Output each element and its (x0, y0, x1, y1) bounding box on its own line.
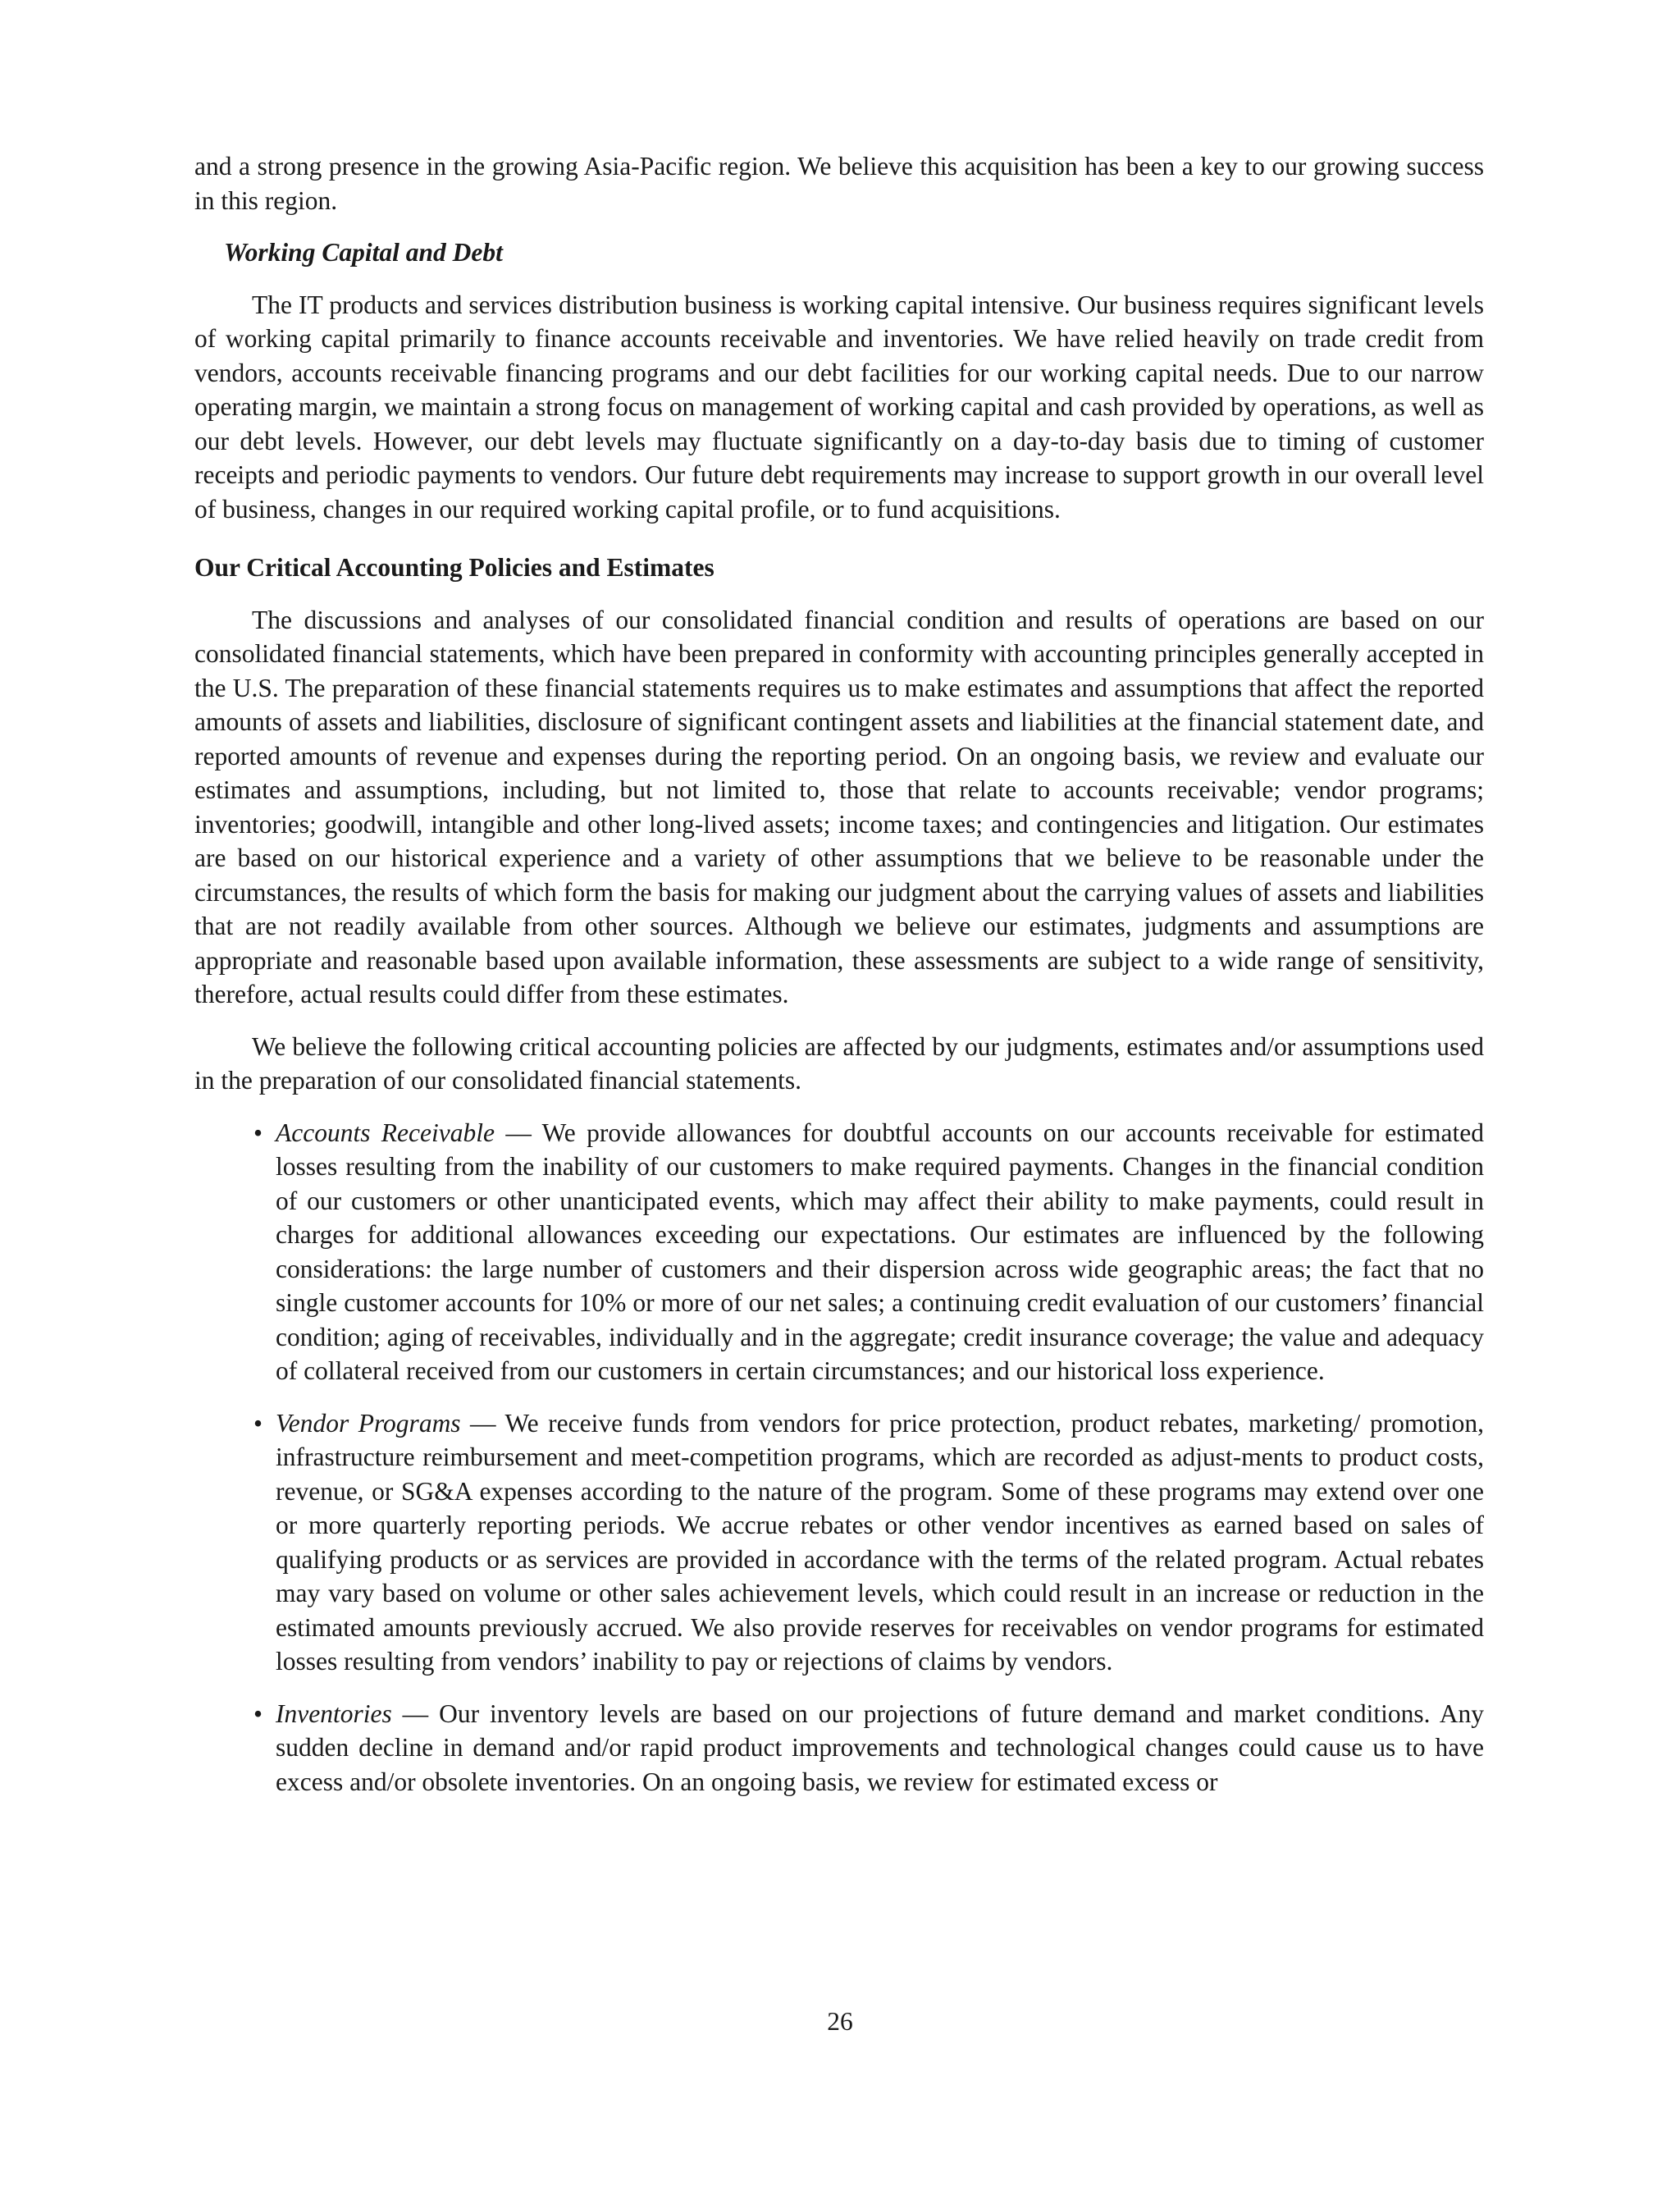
working-capital-heading: Working Capital and Debt (224, 238, 503, 267)
bullet-text: — We receive funds from vendors for price protection, product rebates, marketing/ promotion, infrastructure reimbursement and meet-competition programs, which are recorded as adjust-ments to product costs, revenue, or SG&A expenses according to the nature of the program. Some of these programs may extend over one or more quarterly reporting periods. We accrue rebates or other vendor incentives as earned based on sales of qualifying products or as services are provided in accordance with the terms of the related program. Actual rebates may vary based on volume or other sales achievement levels, which could result in an increase or reduction in the estimated amounts previously accrued. We also provide reserves for receivables on vendor programs for estimated losses resulting from vendors’ inability to pay or rejections of claims by vendors. (276, 1408, 1484, 1676)
bullet-term: Vendor Programs (276, 1408, 461, 1438)
list-item-vendor-programs (194, 1406, 1484, 1679)
critical-policies-heading: Our Critical Accounting Policies and Estimates (194, 553, 714, 582)
bullet-term: Inventories (276, 1699, 392, 1728)
bullet-icon: • (253, 1408, 263, 1438)
working-capital-paragraph: The IT products and services distribution business is working capital intensive. Our business requires significant levels of working capital primarily to finance accounts receivable and inventories. We have relied heavily on trade credit from vendors, accounts receivable financing programs and our debt facilities for our working capital needs. Due to our narrow operating margin, we maintain a strong focus on management of working capital and cash provided by operations, as well as our debt levels. However, our debt levels may fluctuate significantly on a day-to-day basis due to timing of customer receipts and periodic payments to vendors. Our future debt requirements may increase to support growth in our overall level of business, changes in our required working capital profile, or to fund acquisitions. (194, 290, 1484, 523)
critical-policies-paragraph-2: We believe the following critical accounting policies are affected by our judgments, estimates and/or assumptions used in the preparation of our consolidated financial statements. (194, 1031, 1484, 1095)
bullet-term: Accounts Receivable (276, 1118, 495, 1147)
bullet-text: — Our inventory levels are based on our projections of future demand and market conditions. Any sudden decline in demand and/or rapid product improvements and technological changes could cause us to have excess and/or obsolete inventories. On an ongoing basis, we review for estimated excess or (276, 1699, 1484, 1796)
intro-continuation-paragraph: and a strong presence in the growing Asia-Pacific region. We believe this acquisition has been a key to our growing success in this region. (194, 152, 1484, 215)
list-item-inventories (194, 1697, 1484, 1799)
document-page (194, 149, 1484, 1817)
bullet-icon: • (253, 1118, 263, 1147)
policy-bullet-list (194, 1116, 1484, 1799)
bullet-text: — We provide allowances for doubtful accounts on our accounts receivable for estimated losses resulting from the inability of our customers to make required payments. Changes in the financial condition of our customers or other unanticipated events, which may affect their ability to make payments, could result in charges for additional allowances exceeding our expectations. Our estimates are influenced by the following considerations: the large number of customers and their dispersion across wide geographic areas; the fact that no single customer accounts for 10% or more of our net sales; a continuing credit evaluation of our customers’ financial condition; aging of receivables, individually and in the aggregate; credit insurance coverage; the value and adequacy of collateral received from our customers in certain circumstances; and our historical loss experience. (276, 1118, 1484, 1385)
bullet-icon: • (253, 1699, 263, 1728)
list-item-accounts-receivable (194, 1116, 1484, 1388)
critical-policies-paragraph-1: The discussions and analyses of our consolidated financial condition and results of operations are based on our consolidated financial statements, which have been prepared in conformity with accounting principles generally accepted in the U.S. The preparation of these financial statements requires us to make estimates and assumptions that affect the reported amounts of assets and liabilities, disclosure of significant contingent assets and liabilities at the financial statement date, and reported amounts of revenue and expenses during the reporting period. On an ongoing basis, we review and evaluate our estimates and assumptions, including, but not limited to, those that relate to accounts receivable; vendor programs; inventories; goodwill, intangible and other long-lived assets; income taxes; and contingencies and litigation. Our estimates are based on our historical experience and a variety of other assumptions that we believe to be reasonable under the circumstances, the results of which form the basis for making our judgment about the carrying values of assets and liabilities that are not readily available from other sources. Although we believe our estimates, judgments and assumptions are appropriate and reasonable based upon available information, these assessments are subject to a wide range of sensitivity, therefore, actual results could differ from these estimates. (194, 605, 1484, 1008)
page-number: 26 (827, 2007, 853, 2036)
